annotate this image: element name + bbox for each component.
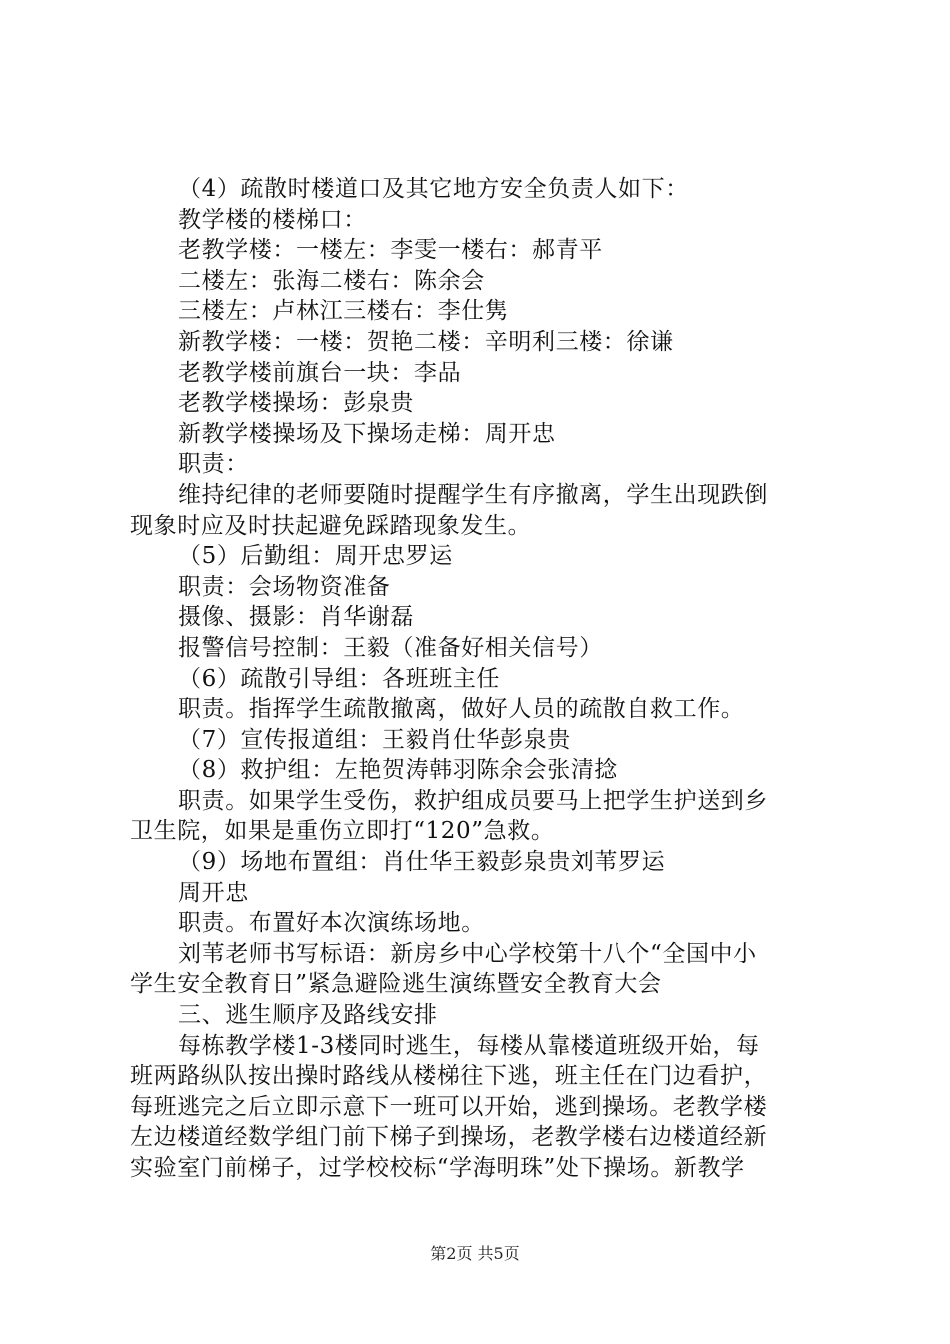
text-line: （4）疏散时楼道口及其它地方安全负责人如下：: [178, 176, 689, 202]
text-line: 每班逃完之后立即示意下一班可以开始，逃到操场。老教学楼: [130, 1093, 768, 1120]
text-line: 职责：会场物资准备: [178, 573, 391, 600]
text-line: （5）后勤组：周开忠罗运: [178, 543, 453, 570]
text-line: （9）场地布置组：肖仕华王毅彭泉贵刘苇罗运: [178, 849, 666, 876]
text-line: 维持纪律的老师要随时提醒学生有序撤离，学生出现跌倒: [178, 481, 768, 508]
page-number-label: 第2页 共5页: [430, 1244, 520, 1263]
text-line: 教学楼的楼梯口：: [178, 206, 367, 233]
text-line: 班两路纵队按出操时路线从楼梯往下逃，班主任在门边看护，: [130, 1063, 768, 1090]
text-line: （7）宣传报道组：王毅肖仕华彭泉贵: [178, 726, 571, 753]
text-line: 现象时应及时扶起避免踩踏现象发生。: [130, 512, 532, 539]
text-line: 职责：: [178, 451, 249, 478]
document-body: [130, 174, 830, 1184]
text-line: 老教学楼前旗台一块：李品: [178, 359, 462, 386]
text-line: 老教学楼：一楼左：李雯一楼右：郝青平: [178, 237, 603, 264]
text-line: 摄像、摄影：肖华谢磊: [178, 604, 414, 631]
text-line: 实验室门前梯子，过学校校标“学海明珠”处下操场。新教学: [130, 1155, 745, 1181]
text-line: 职责。如果学生受伤，救护组成员要马上把学生护送到乡: [178, 787, 768, 814]
text-line: 学生安全教育日”紧急避险逃生演练暨安全教育大会: [130, 971, 662, 998]
text-line: （8）救护组：左艳贺涛韩羽陈余会张清捻: [178, 757, 619, 784]
text-line: 二楼左：张海二楼右：陈余会: [178, 267, 485, 294]
text-line: 老教学楼操场：彭泉贵: [178, 390, 414, 417]
text-line: 卫生院，如果是重伤立即打“120”急救。: [130, 818, 555, 845]
text-line: 三、逃生顺序及路线安排: [178, 1002, 438, 1029]
text-line: 三楼左：卢林江三楼右：李仕隽: [178, 298, 509, 325]
text-line: 报警信号控制：王毅（准备好相关信号）: [178, 634, 603, 661]
text-line: 新教学楼：一楼：贺艳二楼：辛明利三楼：徐谦: [178, 328, 674, 355]
text-line: 职责。布置好本次演练场地。: [178, 910, 485, 937]
text-line: 刘苇老师书写标语：新房乡中心学校第十八个“全国中小: [178, 940, 757, 967]
text-line: 职责。指挥学生疏散撤离，做好人员的疏散自救工作。: [178, 696, 745, 723]
text-line: 每栋教学楼1-3楼同时逃生，每楼从靠楼道班级开始，每: [178, 1032, 760, 1059]
text-line: （6）疏散引导组：各班班主任: [178, 665, 501, 692]
page-footer: [0, 1244, 950, 1264]
text-line: 新教学楼操场及下操场走梯：周开忠: [178, 420, 556, 447]
text-line: 左边楼道经数学组门前下梯子到操场，老教学楼右边楼道经新: [130, 1124, 768, 1151]
text-line: 周开忠: [178, 879, 249, 906]
